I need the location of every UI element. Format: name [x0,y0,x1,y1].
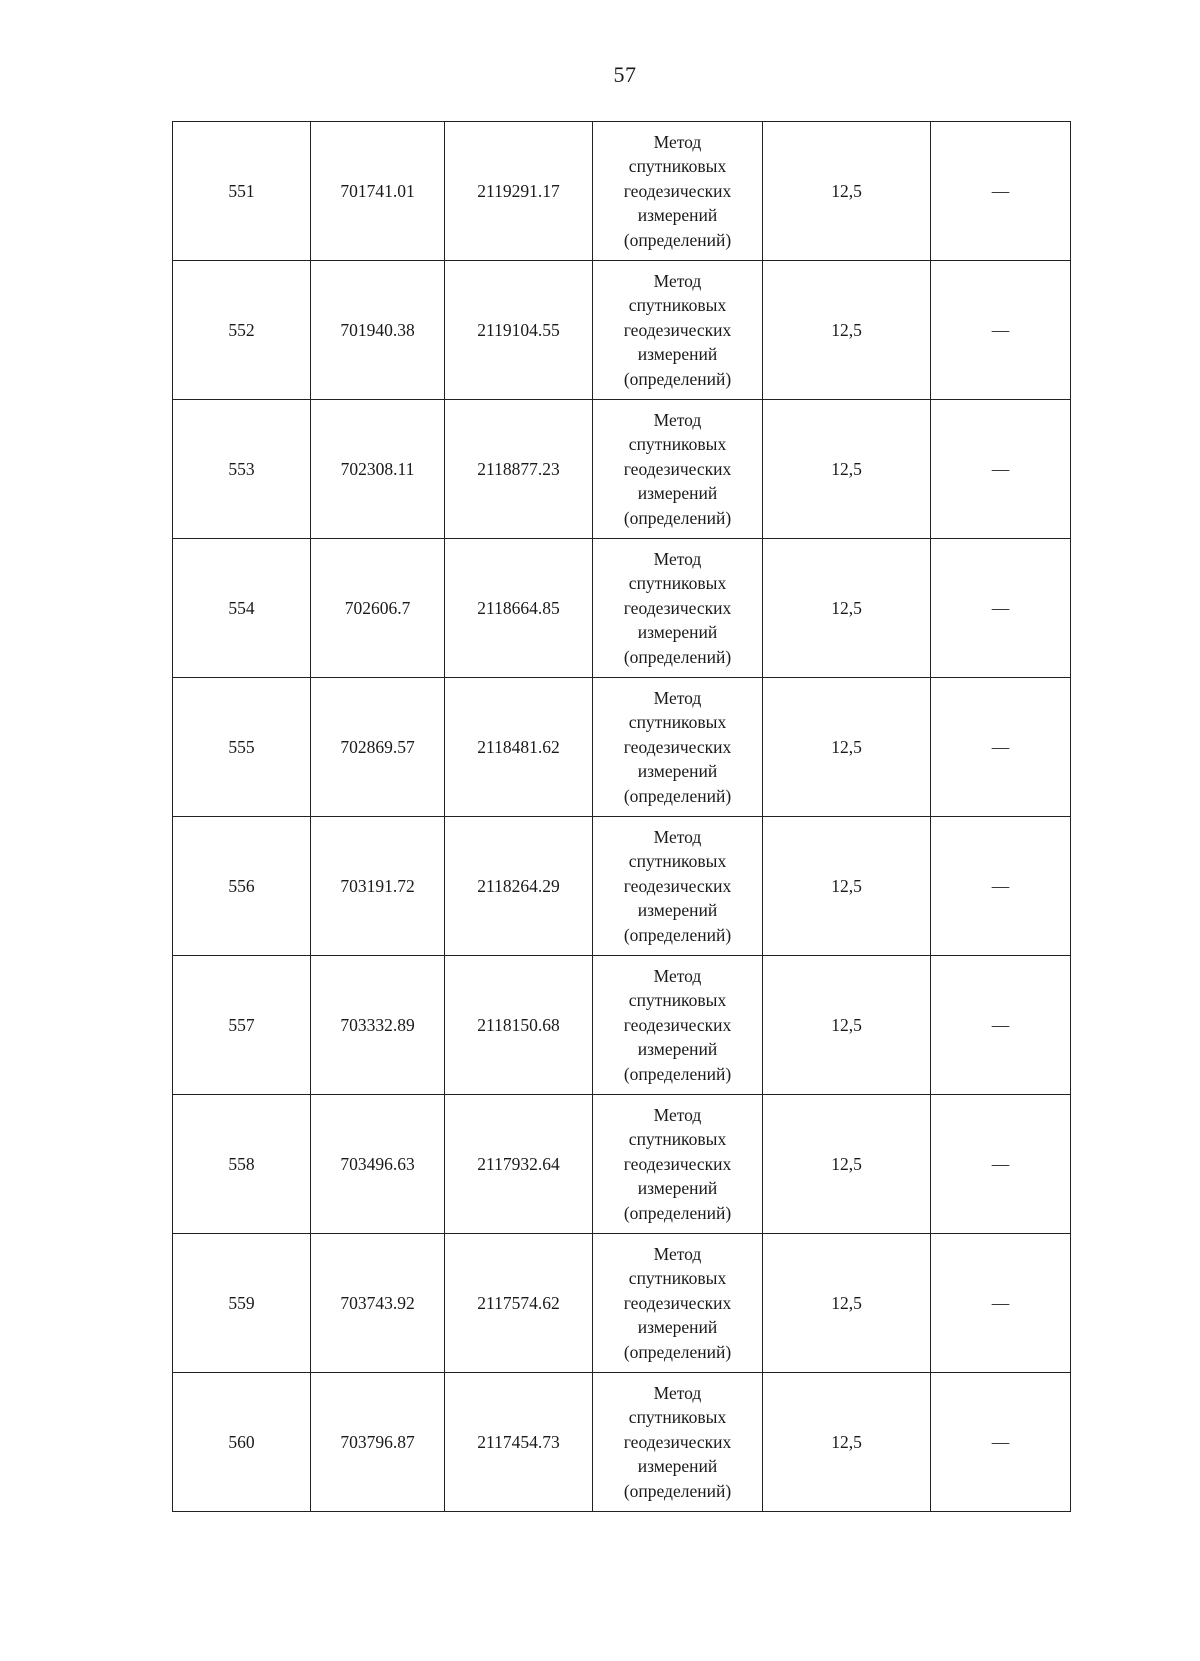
x-coordinate-cell: 702308.11 [311,400,445,539]
note-dash: — [991,597,1010,618]
method-line: Метод [653,409,702,430]
point-number-cell: 559 [173,1234,311,1373]
method-line: (определений) [623,1063,732,1084]
note-cell [931,817,1071,956]
method-line: измерений [637,761,718,782]
point-number-cell: 551 [173,122,311,261]
method-line: геодезических [623,736,732,757]
accuracy-cell: 12,5 [763,1095,931,1234]
method-line: (определений) [623,1480,732,1501]
method-line: спутниковых [628,156,727,177]
method-line: геодезических [623,319,732,340]
note-cell [931,678,1071,817]
method-line: (определений) [623,229,732,250]
note-cell [931,400,1071,539]
y-coordinate-cell: 2118150.68 [445,956,593,1095]
note-dash: — [991,319,1010,340]
point-number-cell: 555 [173,678,311,817]
method-line: геодезических [623,1431,732,1452]
accuracy-cell: 12,5 [763,1234,931,1373]
note-dash: — [991,180,1010,201]
method-line: спутниковых [628,434,727,455]
method-line: геодезических [623,1014,732,1035]
method-line: Метод [653,548,702,569]
note-dash: — [991,458,1010,479]
method-line: измерений [637,1317,718,1338]
method-line: (определений) [623,368,732,389]
accuracy-cell: 12,5 [763,400,931,539]
x-coordinate-cell: 701940.38 [311,261,445,400]
accuracy-cell: 12,5 [763,956,931,1095]
note-cell [931,1234,1071,1373]
method-line: Метод [653,965,702,986]
page-number: 57 [613,62,637,87]
method-line: спутниковых [628,712,727,733]
accuracy-cell: 12,5 [763,678,931,817]
method-line: (определений) [623,646,732,667]
coordinates-table [172,121,1071,1512]
y-coordinate-cell: 2118877.23 [445,400,593,539]
method-cell [593,1234,763,1373]
point-number-cell: 560 [173,1373,311,1512]
y-coordinate-cell: 2118664.85 [445,539,593,678]
point-number-cell: 557 [173,956,311,1095]
method-cell [593,817,763,956]
method-line: геодезических [623,180,732,201]
method-cell [593,1095,763,1234]
note-cell [931,539,1071,678]
method-cell [593,956,763,1095]
method-line: геодезических [623,1153,732,1174]
method-line: (определений) [623,507,732,528]
method-line: спутниковых [628,851,727,872]
accuracy-cell: 12,5 [763,1373,931,1512]
method-line: геодезических [623,458,732,479]
note-cell [931,261,1071,400]
method-line: измерений [637,1456,718,1477]
x-coordinate-cell: 702606.7 [311,539,445,678]
x-coordinate-cell: 703743.92 [311,1234,445,1373]
method-line: Метод [653,1382,702,1403]
accuracy-cell: 12,5 [763,122,931,261]
method-line: геодезических [623,597,732,618]
method-line: измерений [637,900,718,921]
x-coordinate-cell: 703796.87 [311,1373,445,1512]
method-line: измерений [637,205,718,226]
y-coordinate-cell: 2117574.62 [445,1234,593,1373]
method-line: Метод [653,826,702,847]
accuracy-cell: 12,5 [763,817,931,956]
point-number-cell: 553 [173,400,311,539]
method-line: спутниковых [628,1129,727,1150]
table-row [173,817,1071,956]
note-dash: — [991,1014,1010,1035]
note-cell [931,1373,1071,1512]
table-row [173,1095,1071,1234]
y-coordinate-cell: 2118264.29 [445,817,593,956]
method-cell [593,1373,763,1512]
method-line: спутниковых [628,1268,727,1289]
method-line: Метод [653,1243,702,1264]
method-line: (определений) [623,1341,732,1362]
table-row [173,1373,1071,1512]
table-row [173,956,1071,1095]
x-coordinate-cell: 702869.57 [311,678,445,817]
method-line: измерений [637,1039,718,1060]
point-number-cell: 552 [173,261,311,400]
method-line: Метод [653,131,702,152]
note-dash: — [991,1431,1010,1452]
method-line: измерений [637,344,718,365]
y-coordinate-cell: 2117932.64 [445,1095,593,1234]
method-line: спутниковых [628,573,727,594]
method-cell [593,400,763,539]
method-cell [593,261,763,400]
note-dash: — [991,875,1010,896]
x-coordinate-cell: 703191.72 [311,817,445,956]
y-coordinate-cell: 2118481.62 [445,678,593,817]
table-row [173,261,1071,400]
note-cell [931,122,1071,261]
y-coordinate-cell: 2119104.55 [445,261,593,400]
method-line: измерений [637,1178,718,1199]
method-line: (определений) [623,1202,732,1223]
method-cell [593,122,763,261]
method-line: измерений [637,483,718,504]
note-cell [931,956,1071,1095]
x-coordinate-cell: 703332.89 [311,956,445,1095]
method-line: Метод [653,270,702,291]
note-dash: — [991,736,1010,757]
method-line: Метод [653,1104,702,1125]
table-row [173,1234,1071,1373]
method-line: (определений) [623,785,732,806]
method-line: (определений) [623,924,732,945]
point-number-cell: 556 [173,817,311,956]
accuracy-cell: 12,5 [763,261,931,400]
y-coordinate-cell: 2117454.73 [445,1373,593,1512]
point-number-cell: 554 [173,539,311,678]
table-row [173,678,1071,817]
method-line: спутниковых [628,295,727,316]
point-number-cell: 558 [173,1095,311,1234]
method-line: спутниковых [628,1407,727,1428]
accuracy-cell: 12,5 [763,539,931,678]
method-cell [593,678,763,817]
table-row [173,539,1071,678]
note-dash: — [991,1153,1010,1174]
y-coordinate-cell: 2119291.17 [445,122,593,261]
table-row [173,122,1071,261]
note-cell [931,1095,1071,1234]
x-coordinate-cell: 703496.63 [311,1095,445,1234]
method-line: геодезических [623,875,732,896]
note-dash: — [991,1292,1010,1313]
method-line: измерений [637,622,718,643]
method-line: Метод [653,687,702,708]
coordinates-table-body [173,122,1071,1512]
x-coordinate-cell: 701741.01 [311,122,445,261]
method-line: геодезических [623,1292,732,1313]
table-row [173,400,1071,539]
method-line: спутниковых [628,990,727,1011]
method-cell [593,539,763,678]
